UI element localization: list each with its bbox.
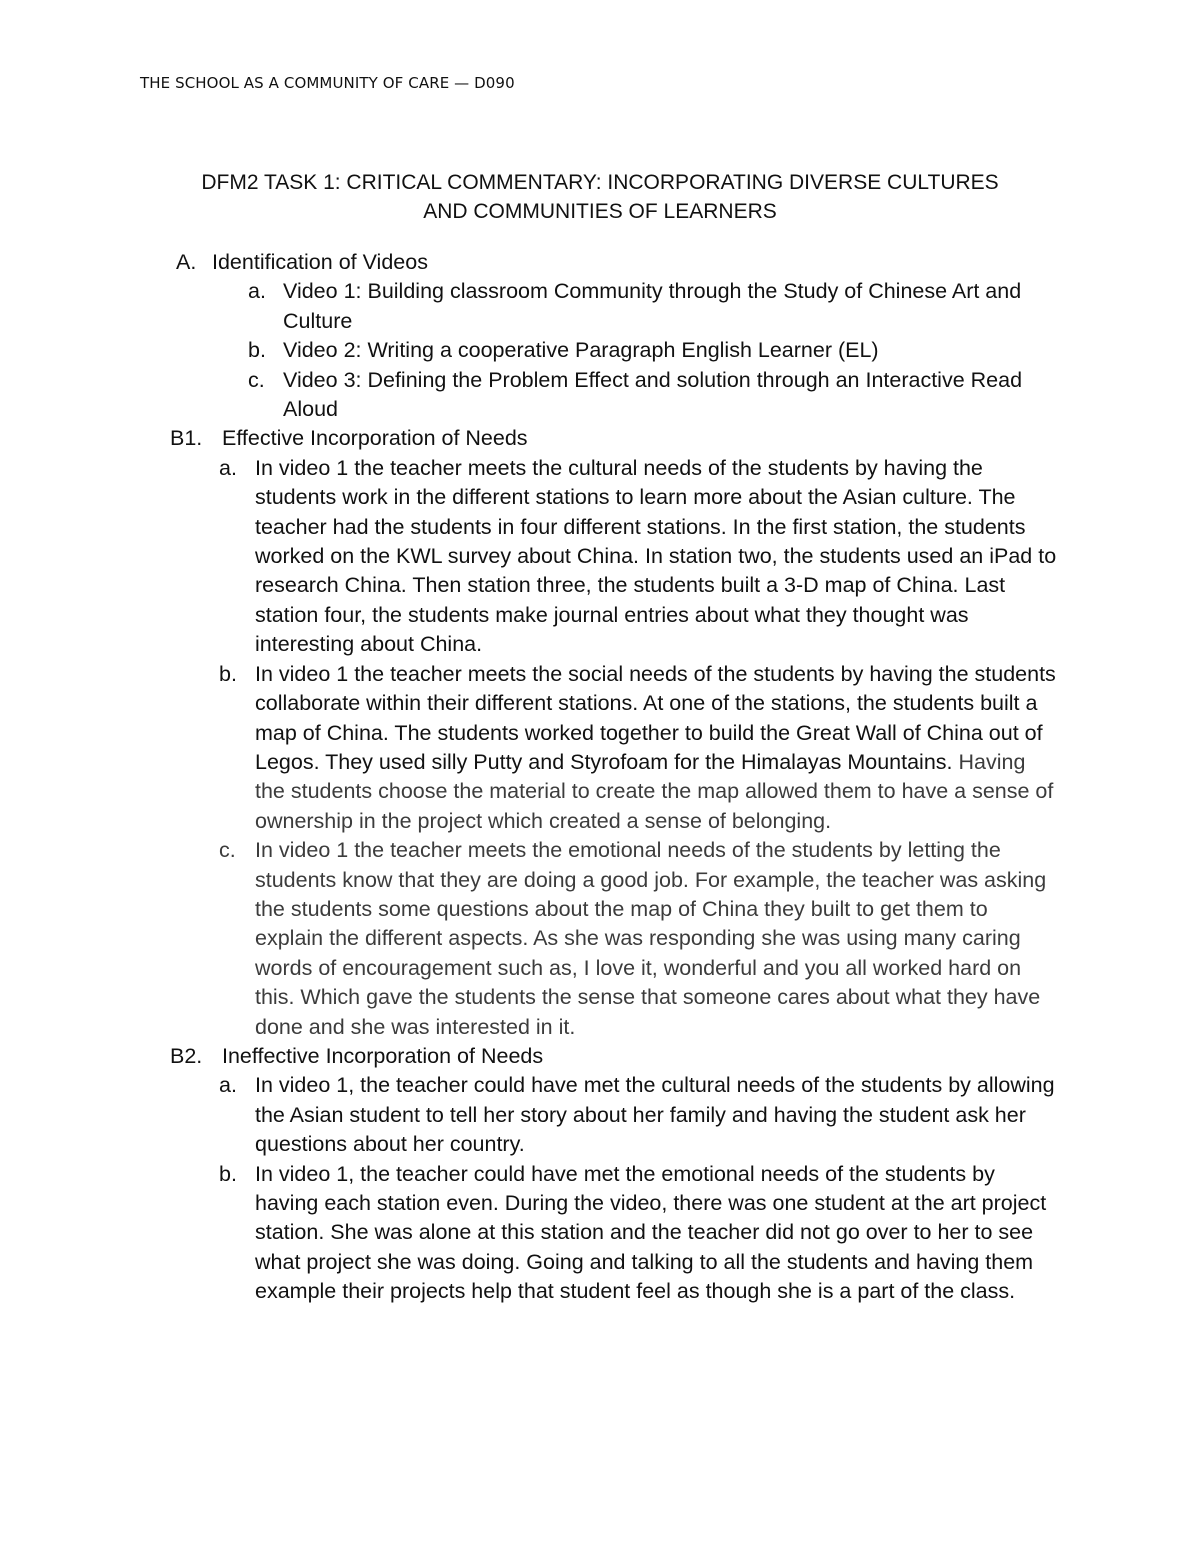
list-item-marker: b. (219, 1161, 237, 1186)
list-item-text-continued: Having the students choose the material to create the map allowed them to have a sense of ownership in the project which created a sense of belonging. (255, 749, 1054, 833)
list-item (0, 454, 1060, 660)
section-b1-list (0, 454, 1200, 1042)
list-item (0, 1160, 1060, 1307)
list-item-marker: c. (219, 838, 236, 863)
list-item (0, 336, 1063, 365)
list-item-text: In video 1 the teacher meets the social needs of the students by having the students collaborate within their different stations. At one of the stations, the students built a map of China. The students worked together to build the Great Wall of China out of Legos. They used silly Putty and Styrofoam for the Himalayas Mountains. (255, 661, 1056, 774)
list-item-marker: c. (248, 367, 265, 392)
section-b1 (0, 424, 1052, 453)
section-a-heading: Identification of Videos (212, 250, 428, 274)
list-item-marker: a. (219, 1073, 237, 1098)
title-line-2: AND COMMUNITIES OF LEARNERS (423, 200, 777, 223)
section-b1-marker: B1. (170, 426, 203, 451)
list-item (0, 836, 1060, 1042)
list-item (0, 366, 1063, 425)
section-a-list (0, 277, 1200, 424)
list-item-marker: a. (248, 279, 266, 304)
list-item-text: In video 1, the teacher could have met the emotional needs of the students by having each station even. During the video, there was one student at the art project station. She was alone at this station and the teacher did not go over to her to see what project she was doing. Going and talking to all the students and having them example their projects help that student feel as though she is a part of the class. (255, 1161, 1047, 1304)
list-item-marker: a. (219, 455, 237, 480)
section-b2-heading: Ineffective Incorporation of Needs (222, 1043, 544, 1068)
section-a-marker: A. (176, 250, 197, 274)
list-item-text: In video 1 the teacher meets the emotional needs of the students by letting the students know that they are doing a good job. For example, the teacher was asking the students some questions about the map of China they built to get them to explain the different aspects. As she was responding she was using many caring words of encouragement such as, I love it, wonderful and you all worked hard on this. Which gave the students the sense that someone cares about what they have done and she was interested in it. (255, 838, 1047, 1039)
list-item (0, 1071, 1060, 1159)
list-item-text: Video 2: Writing a cooperative Paragraph English Learner (EL) (283, 338, 879, 363)
section-b2-list (0, 1071, 1200, 1306)
section-b1-heading: Effective Incorporation of Needs (222, 426, 528, 451)
list-item-text: In video 1, the teacher could have met the cultural needs of the students by allowing the Asian student to tell her story about her family and having the student ask her questions about her country. (255, 1073, 1055, 1157)
list-item (0, 660, 1060, 836)
list-item-text: In video 1 the teacher meets the cultural needs of the students by having the students work in the different stations to learn more about the Asian culture. The teacher had the students in four different stations. In the first station, the students worked on the KWL survey about China. In station two, the students used an iPad to research China. Then station three, the students built a 3-D map of China. Last station four, the students make journal entries about what they thought was interesting about China. (255, 455, 1057, 657)
running-header: THE SCHOOL AS A COMMUNITY OF CARE — D090 (140, 74, 515, 92)
list-item-marker: b. (219, 661, 237, 686)
list-item-text: Video 3: Defining the Problem Effect and solution through an Interactive Read Aloud (283, 367, 1023, 422)
list-item-text: Video 1: Building classroom Community through the Study of Chinese Art and Culture (283, 279, 1022, 333)
title-line-1: DFM2 TASK 1: CRITICAL COMMENTARY: INCORPORATING DIVERSE CULTURES (201, 171, 999, 194)
section-a (0, 248, 1042, 277)
document-body (0, 248, 1200, 1307)
list-item-marker: b. (248, 338, 266, 363)
section-b2 (0, 1042, 1052, 1071)
document-title (140, 168, 1060, 226)
section-b2-marker: B2. (170, 1043, 203, 1068)
list-item (0, 277, 1063, 336)
